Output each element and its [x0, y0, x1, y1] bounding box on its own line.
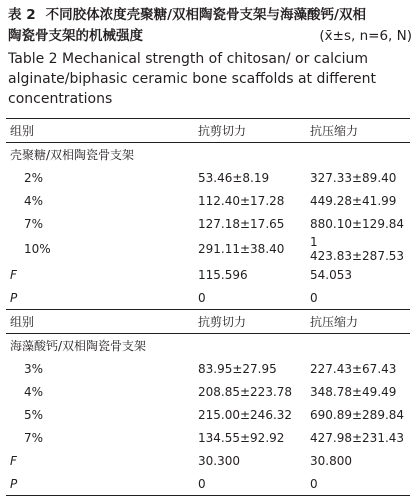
row-label: 5% — [24, 407, 44, 422]
section-title: 壳聚糖/双相陶瓷骨支架 — [10, 148, 135, 162]
row-label: 4% — [24, 193, 44, 208]
section-title-row — [6, 143, 410, 167]
f-row — [6, 263, 410, 286]
compression-value: 348.78±49.49 — [310, 384, 397, 399]
compression-value: 227.43±67.43 — [310, 361, 397, 376]
header-row — [6, 310, 410, 334]
table-row — [6, 426, 410, 449]
mechanical-strength-table — [6, 118, 410, 496]
row-label: 3% — [24, 361, 44, 376]
caption-english: Table 2 Mechanical strength of chitosan/ or calcium alginate/biphasic ceramic bone scaffolds at different concentrations — [8, 51, 376, 107]
caption-zh-line1: 不同胶体浓度壳聚糖/双相陶瓷骨支架与海藻酸钙/双相 — [45, 7, 366, 23]
p-row — [6, 286, 410, 310]
section-title-row — [6, 334, 410, 358]
header-compression: 抗压缩力 — [310, 310, 410, 334]
f-compression: 30.800 — [310, 453, 352, 468]
compression-value: 327.33±89.40 — [310, 170, 397, 185]
f-compression: 54.053 — [310, 267, 352, 282]
row-label: 7% — [24, 216, 44, 231]
header-group: 组别 — [6, 119, 198, 143]
header-shear: 抗剪切力 — [198, 119, 310, 143]
shear-value: 134.55±92.92 — [198, 430, 285, 445]
f-shear: 115.596 — [198, 267, 248, 282]
shear-value: 53.46±8.19 — [198, 170, 270, 185]
table-row — [6, 357, 410, 380]
table-row — [6, 166, 410, 189]
row-label: 2% — [24, 170, 44, 185]
header-compression: 抗压缩力 — [310, 119, 410, 143]
compression-value: 427.98±231.43 — [310, 430, 405, 445]
p-row — [6, 472, 410, 496]
f-label: F — [10, 453, 17, 468]
p-label: P — [6, 472, 198, 496]
header-shear: 抗剪切力 — [198, 310, 310, 334]
p-shear: 0 — [198, 472, 310, 496]
header-row — [6, 119, 410, 143]
table-row — [6, 212, 410, 235]
p-label: P — [6, 286, 198, 310]
shear-value: 112.40±17.28 — [198, 193, 285, 208]
caption-zh-line2: 陶瓷骨支架的机械强度 — [8, 28, 143, 44]
p-shear: 0 — [198, 286, 310, 310]
f-label: F — [10, 267, 17, 282]
shear-value: 83.95±27.95 — [198, 361, 277, 376]
shear-value: 208.85±223.78 — [198, 384, 293, 399]
p-compression: 0 — [310, 286, 410, 310]
row-label: 7% — [24, 430, 44, 445]
caption-stats: (x̄±s, n=6, N) — [319, 28, 412, 44]
row-label: 10% — [24, 242, 51, 256]
header-group: 组别 — [6, 310, 198, 334]
f-shear: 30.300 — [198, 453, 240, 468]
table-row — [6, 235, 410, 263]
section-title: 海藻酸钙/双相陶瓷骨支架 — [10, 339, 147, 353]
table-number: 表 2 — [8, 7, 36, 23]
shear-value: 127.18±17.65 — [198, 216, 285, 231]
compression-value: 1 423.83±287.53 — [310, 235, 405, 263]
shear-value: 215.00±246.32 — [198, 407, 293, 422]
compression-value: 690.89±289.84 — [310, 407, 405, 422]
p-compression: 0 — [310, 472, 410, 496]
table-row — [6, 403, 410, 426]
f-row — [6, 449, 410, 472]
compression-value: 880.10±129.84 — [310, 216, 405, 231]
table-row — [6, 380, 410, 403]
compression-value: 449.28±41.99 — [310, 193, 397, 208]
row-label: 4% — [24, 384, 44, 399]
table-caption — [8, 5, 412, 109]
shear-value: 291.11±38.40 — [198, 242, 285, 256]
table-row — [6, 189, 410, 212]
caption-chinese — [8, 5, 412, 47]
